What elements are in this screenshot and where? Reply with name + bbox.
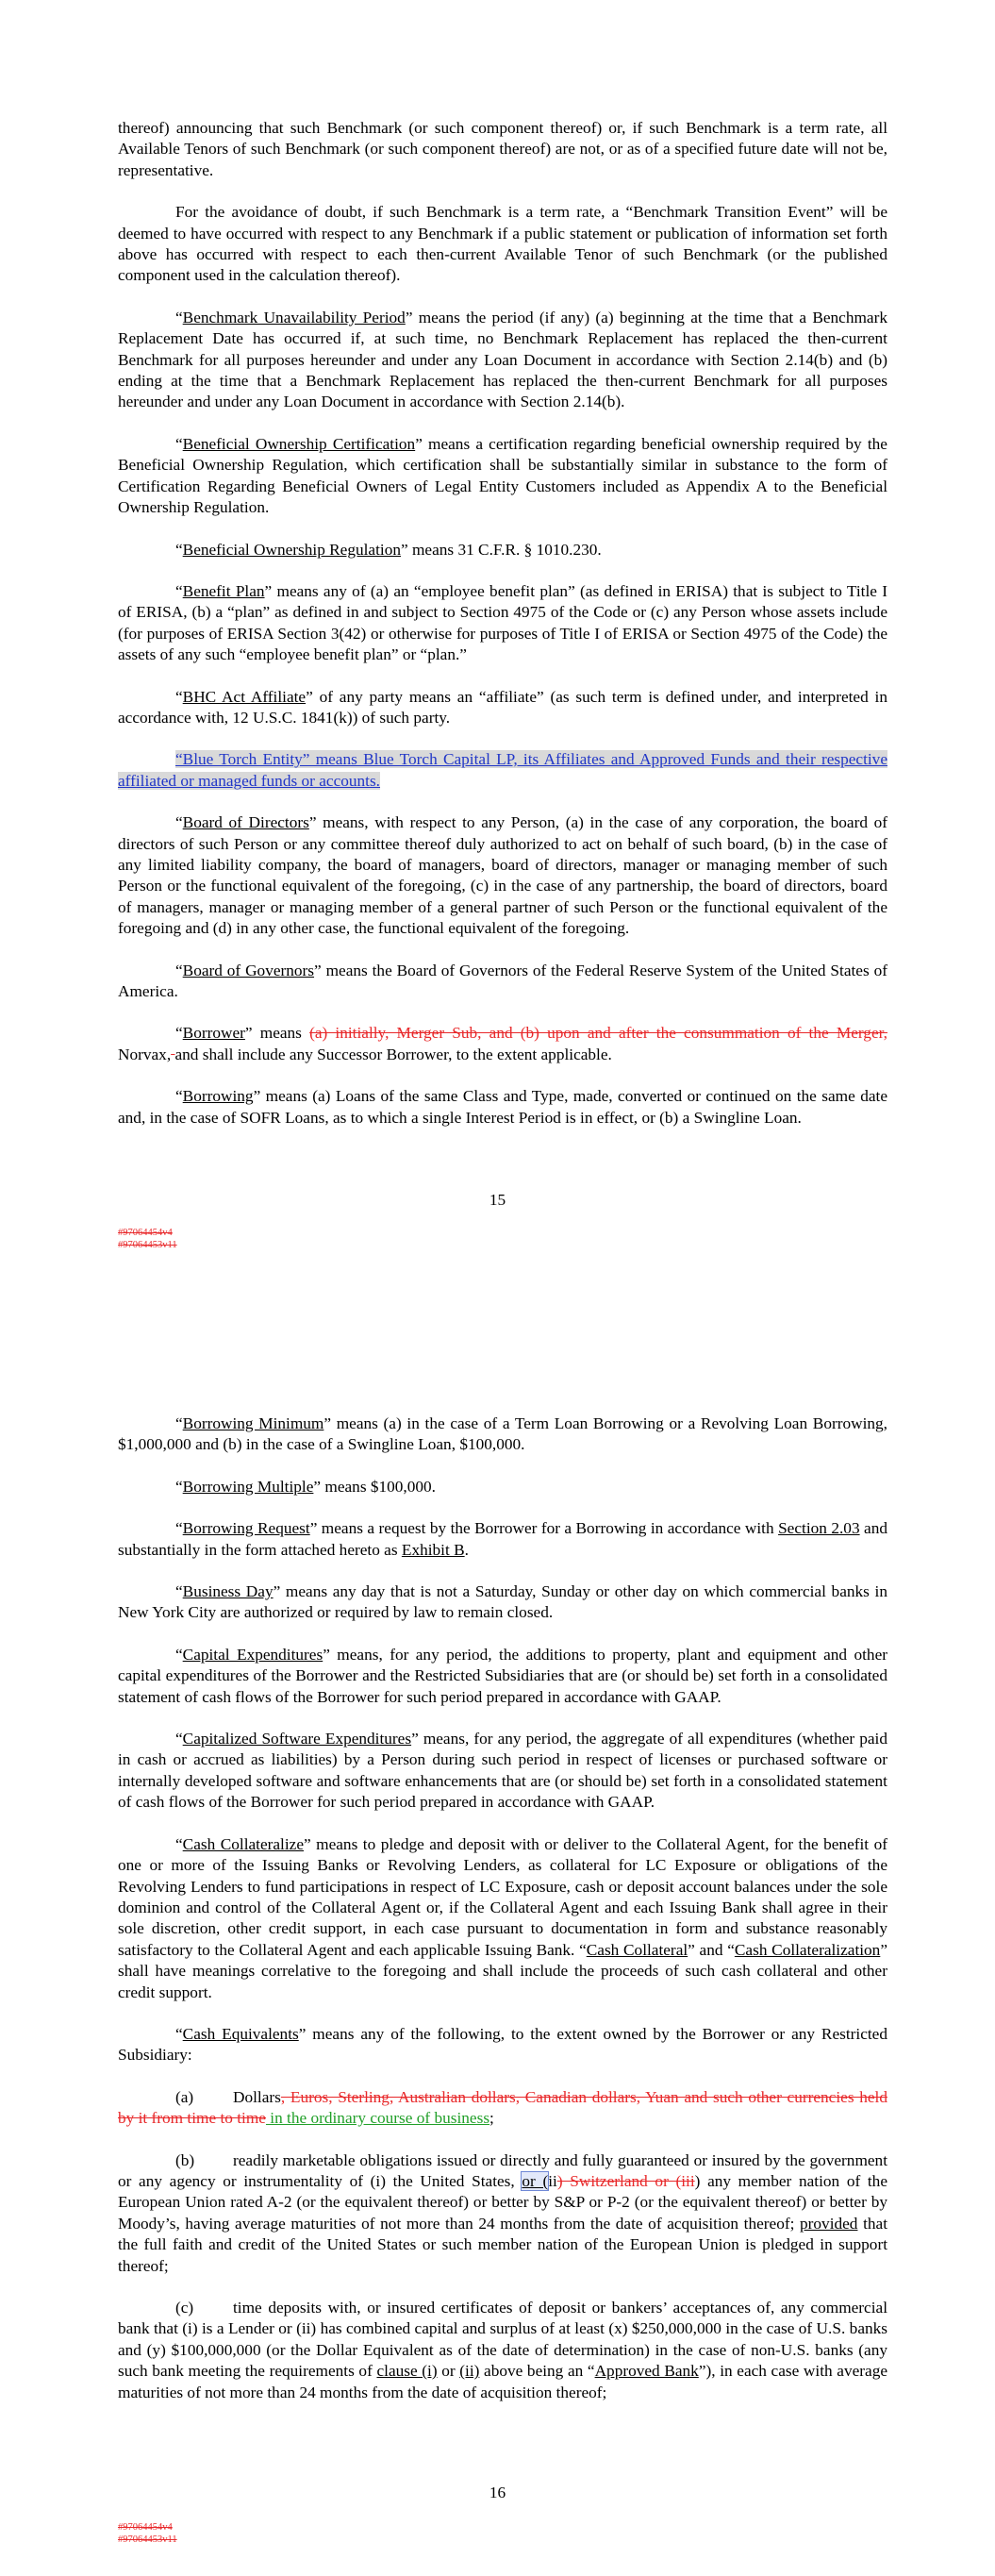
clause-label: (c) (175, 2299, 194, 2317)
deleted-text: , Euros, Sterling, Australian dollars, Canadian dollars, Yuan and such other currencies held by it from time to time (118, 2087, 887, 2128)
clause-text: ii (548, 2171, 557, 2190)
definition-text: ” means any of the following, to the extent owned by the Borrower or any Restricted Subsidiary: (118, 2024, 887, 2065)
document-page-16 (0, 1368, 995, 2576)
definition-capital-expenditures: “Capital Expenditures” means, for any period, the additions to property, plant and equipment and other capital expenditures of the Borrower and the Restricted Subsidiaries that are (or should be) set forth in a consolidated statement of cash flows of the Borrower for such period prepared in accordance with GAAP. (118, 1645, 887, 1706)
defined-term: Beneficial Ownership Regulation (182, 540, 401, 559)
defined-term: BHC Act Affiliate (182, 687, 307, 706)
clause-text: ) any member nation of the European Union rated A-2 (or the equivalent thereof) or better by S&P or P-2 (or the equivalent thereof) or better by Moody’s, having average maturities of not more than 24 months from the date of acquisition thereof; (118, 2171, 887, 2233)
benchmark-transition-continuation: thereof) announcing that such Benchmark (or such component thereof) or, if such Benchmark is a term rate, all Available Tenors of such Benchmark (or such component thereof) are not, or as of a specified future date will not be, representative. (118, 119, 887, 179)
definition-borrower: “Borrower” means (a) initially, Merger Sub, and (b) upon and after the consummation of the Merger, Norvax, and shall include any Successor Borrower, to the extent applicable. (118, 1024, 887, 1063)
page-15-body (118, 118, 887, 1149)
definition-benefit-plan: “Benefit Plan” means any of (a) an “employee benefit plan” (as defined in ERISA) that is subject to Title I of ERISA, (b) a “plan” as defined in and subject to Section 4975 of the Code or (c) any Person whose assets include (for purposes of ERISA Section 3(42) or otherwise for purposes of Title I of ERISA or Section 4975 of the Code) the assets of any such “employee benefit plan” or “plan.” (118, 581, 887, 664)
definition-blue-torch-entity-moved (118, 749, 887, 792)
defined-term: Borrowing Minimum (182, 1414, 324, 1432)
definition-text: ” of any party means an “affiliate” (as such term is defined under, and interpreted in accordance with, 12 U.S.C. 1841(k)) of such party. (118, 687, 887, 727)
defined-term: Capitalized Software Expenditures (182, 1730, 412, 1748)
definition-cash-collateralize: “Cash Collateralize” means to pledge and deposit with or deliver to the Collateral Agent, for the benefit of one or more of the Issuing Banks or Revolving Lenders, as collateral for LC Exposure or obligations of the Revolving Lenders to fund participations in respect of LC Exposure, cash or deposit account balances under the sole dominion and control of the Collateral Agent or, if the Collateral Agent and each Issuing Bank shall agree in their sole discretion, other credit support, in each case pursuant to documentation in form and substance reasonably satisfactory to the Collateral Agent and each applicable Issuing Bank. “Cash Collateral” and “Cash Collateralization” shall have meanings correlative to the foregoing and shall include the proceeds of such cash collateral and other credit support. (118, 1834, 887, 2001)
definition-text: ” shall have meanings correlative to the foregoing and shall include the proceeds of such cash collateral and other credit support. (118, 1940, 887, 2001)
definition-bhc-act-affiliate: “BHC Act Affiliate” of any party means an “affiliate” (as such term is defined under, and interpreted in accordance with, 12 U.S.C. 1841(k)) of such party. (118, 687, 887, 727)
inserted-text: in the ordinary course of business (265, 2109, 490, 2128)
clause-reference: clause (i) (376, 2362, 438, 2381)
clause-text: that the full faith and credit of the United States or such member nation of the European Union is pledged in support thereof; (118, 2214, 887, 2275)
definition-text: ” means 31 C.F.R. § 1010.230. (401, 540, 602, 559)
deleted-text: ) Switzerland or (iii (556, 2171, 695, 2190)
avoidance-of-doubt-paragraph: For the avoidance of doubt, if such Benchmark is a term rate, a “Benchmark Transition Event” will be deemed to have occurred with respect to any Benchmark if a public statement or publication of information set forth above has occurred with respect to each then-current Available Tenor of such Benchmark (or the published component used in the calculation thereof). (118, 203, 887, 285)
defined-term: Board of Governors (182, 961, 315, 979)
page-number: 15 (489, 1191, 506, 1209)
page-number: 16 (489, 2484, 506, 2501)
definition-text: ” means, with respect to any Person, (a) in the case of any corporation, the board of directors of such Person or any committee thereof duly authorized to act on behalf of such board, (b) in the case of any limited liability company, the board of managers, board of directors, manager or managing member of such Person or the functional equivalent of the foregoing, (c) in the case of any partnership, the board of directors, board of managers, manager or managing member of a general partner of such Person or the functional equivalent of the foregoing and (d) in any other case, the functional equivalent of the foregoing. (118, 813, 887, 938)
cash-equivalents-clause-b (118, 2150, 887, 2277)
definition-borrowing-multiple: “Borrowing Multiple” means $100,000. (175, 1477, 436, 1496)
footer-doc-id: #97064453v11 (118, 1240, 177, 1250)
definition-text: ” means (a) in the case of a Term Loan Borrowing or a Revolving Loan Borrowing, $1,000,000 and (b) in the case of a Swingline Loan, $100,000. (118, 1414, 887, 1454)
definition-text: ” means, for any period, the additions to property, plant and equipment and other capital expenditures of the Borrower and the Restricted Subsidiaries that are (or should be) set forth in a consolidated statement of cash flows of the Borrower for such period prepared in accordance with GAAP. (118, 1645, 887, 1706)
clause-text: Dollars (233, 2087, 281, 2106)
defined-term: Benchmark Unavailability Period (182, 308, 406, 326)
borrower-name: Norvax, (118, 1045, 172, 1063)
cash-equivalents-clause-a (118, 2087, 887, 2130)
deleted-text: (a) initially, Merger Sub, and (b) upon and after the consummation of the Merger, (309, 1024, 887, 1043)
moved-text: “Blue Torch Entity” means Blue Torch Capital LP, its Affiliates and Approved Funds and their respective affiliated or managed funds or accounts. (118, 750, 887, 790)
change-marker: or ( (522, 2171, 549, 2190)
definition-text: ” means the period (if any) (a) beginning at the time that a Benchmark Replacement Date has occurred if, at such time, no Benchmark Replacement has replaced the then-current Benchmark for all purposes hereunder and under any Loan Document in accordance with Section 2.14(b) and (b) ending at the time that a Benchmark Replacement has replaced the then-current Benchmark for all purposes hereunder and under any Loan Document in accordance with Section 2.14(b). (118, 308, 887, 411)
proviso-term: provided (800, 2214, 858, 2233)
definition-board-of-directors: “Board of Directors” means, with respect to any Person, (a) in the case of any corporation, the board of directors of such Person or any committee thereof duly authorized to act on behalf of such board, (b) in the case of any limited liability company, the board of managers, board of directors, manager or managing member of such Person or the functional equivalent of the foregoing, (c) in the case of any partnership, the board of directors, board of managers, manager or managing member of a general partner of such Person or the functional equivalent of the foregoing and (d) in any other case, the functional equivalent of the foregoing. (118, 813, 887, 938)
clause-text: readily marketable obligations issued or directly and fully guaranteed or insured by the government or any agency or instrumentality of (i) the United States, (118, 2150, 887, 2190)
clause-label: (a) (175, 2087, 194, 2106)
defined-term: Cash Collateralize (182, 1834, 304, 1853)
definition-borrowing: “Borrowing” means (a) Loans of the same Class and Type, made, converted or continued on the same date and, in the case of SOFR Loans, as to which a single Interest Period is in effect, or (b) a Swingline Loan. (118, 1087, 887, 1127)
clause-label: (b) (175, 2150, 195, 2169)
defined-term: Business Day (182, 1582, 274, 1601)
definition-beneficial-ownership-regulation: “Beneficial Ownership Regulation” means 31 C.F.R. § 1010.230. (175, 540, 602, 559)
defined-term: Cash Equivalents (182, 2024, 299, 2043)
definition-text: ” means (244, 1024, 310, 1043)
definition-text: ” means any of (a) an “employee benefit plan” (as defined in ERISA) that is subject to Title I of ERISA, (b) a “plan” as defined in and subject to Section 4975 of the Code or (c) any Person whose assets include (for purposes of ERISA Section 3(42) or otherwise for purposes of Title I of ERISA or Section 4975 of the Code) the assets of any such “employee benefit plan” or “plan.” (118, 581, 887, 664)
definition-text: ” means $100,000. (313, 1477, 436, 1496)
clause-text: above being an “ (479, 2362, 595, 2381)
definition-text: ” and “ (688, 1940, 735, 1959)
defined-term: Borrower (182, 1024, 245, 1043)
defined-term: Cash Collateral (586, 1940, 688, 1959)
defined-term: Benefit Plan (182, 581, 265, 600)
definition-borrowing-minimum: “Borrowing Minimum” means (a) in the case of a Term Loan Borrowing or a Revolving Loan Borrowing, $1,000,000 and (b) in the case of a Swingline Loan, $100,000. (118, 1414, 887, 1454)
section-reference: Section 2.03 (778, 1519, 860, 1538)
definition-borrowing-request: “Borrowing Request” means a request by the Borrower for a Borrowing in accordance with Section 2.03 and substantially in the form attached hereto as Exhibit B. (118, 1519, 887, 1559)
clause-text: or (437, 2362, 460, 2381)
clause-text: ; (489, 2109, 494, 2128)
defined-term: Beneficial Ownership Certification (182, 434, 416, 453)
clause-text: time deposits with, or insured certificates of deposit or bankers’ acceptances of, any commercial bank that (i) is a Lender or (ii) has combined capital and surplus of at least (x) $250,000,000 in the case of U.S. banks and (y) $100,000,000 (or the Dollar Equivalent as of the date of determination) in the case of non-U.S. banks (any such bank meeting the requirements of (118, 2299, 887, 2381)
definition-text: ” means (a) Loans of the same Class and Type, made, converted or continued on the same date and, in the case of SOFR Loans, as to which a single Interest Period is in effect, or (b) a Swingline Loan. (118, 1087, 887, 1127)
document-footer (118, 2521, 177, 2546)
defined-term: Cash Collateralization (734, 1940, 881, 1959)
definition-text: ” means a certification regarding beneficial ownership required by the Beneficial Ownership Regulation, which certification shall be substantially similar in substance to the form of Certification Regarding Beneficial Owners of Legal Entity Customers included as Appendix A to the Beneficial Ownership Regulation. (118, 434, 887, 517)
page-16-body (118, 1413, 887, 2424)
definition-capitalized-software-expenditures: “Capitalized Software Expenditures” means, for any period, the aggregate of all expenditures (whether paid in cash or accrued as liabilities) by a Person during such period in respect of licenses or purchased software or internally developed software and software enhancements that are (or should be) set forth in a consolidated statement of cash flows of the Borrower for such period prepared in accordance with GAAP. (118, 1730, 887, 1812)
definition-beneficial-ownership-certification: “Beneficial Ownership Certification” means a certification regarding beneficial ownership required by the Beneficial Ownership Regulation, which certification shall be substantially similar in substance to the form of Certification Regarding Beneficial Owners of Legal Entity Customers included as Appendix A to the Beneficial Ownership Regulation. (118, 434, 887, 517)
footer-doc-id: #97064453v11 (118, 2534, 177, 2545)
document-footer (118, 1227, 177, 1251)
defined-term: Approved Bank (594, 2362, 699, 2381)
definition-text: ” means any day that is not a Saturday, Sunday or other day on which commercial banks in New York City are authorized or required by law to remain closed. (118, 1582, 887, 1622)
definition-text: ” means a request by the Borrower for a Borrowing in accordance with (309, 1519, 779, 1538)
footer-doc-id: #97064454v4 (118, 2522, 173, 2533)
definition-text: ” means to pledge and deposit with or deliver to the Collateral Agent, for the benefit of one or more of the Issuing Banks or Revolving Lenders, as collateral for LC Exposure or obligations of the Revolving Lenders to fund participations in respect of LC Exposure, cash or deposit account balances under the sole dominion and control of the Collateral Agent or, if the Collateral Agent and each Issuing Bank shall agree in their sole discretion, other credit support, in each case pursuant to documentation in form and substance reasonably satisfactory to the Collateral Agent and each applicable Issuing Bank. “ (118, 1834, 887, 1959)
definition-cash-equivalents: “Cash Equivalents” means any of the following, to the extent owned by the Borrower or any Restricted Subsidiary: (118, 2024, 887, 2065)
definition-text: ” means the Board of Governors of the Federal Reserve System of the United States of America. (118, 961, 887, 1000)
defined-term: Borrowing (182, 1087, 254, 1106)
definition-text: . (464, 1540, 469, 1559)
definition-text: and shall include any Successor Borrower, to the extent applicable. (174, 1045, 612, 1063)
definition-business-day: “Business Day” means any day that is not a Saturday, Sunday or other day on which commercial banks in New York City are authorized or required by law to remain closed. (118, 1582, 887, 1622)
definition-board-of-governors: “Board of Governors” means the Board of Governors of the Federal Reserve System of the United States of America. (118, 961, 887, 1000)
definition-benchmark-unavailability-period: “Benchmark Unavailability Period” means the period (if any) (a) beginning at the time that a Benchmark Replacement Date has occurred if, at such time, no Benchmark Replacement has replaced the then-current Benchmark for all purposes hereunder and under any Loan Document in accordance with Section 2.14(b) and (b) ending at the time that a Benchmark Replacement has replaced the then-current Benchmark for all purposes hereunder and under any Loan Document in accordance with Section 2.14(b). (118, 308, 887, 411)
defined-term: Borrowing Multiple (182, 1477, 314, 1496)
clause-reference: (ii) (459, 2362, 480, 2381)
definition-text: ” means, for any period, the aggregate of all expenditures (whether paid in cash or accrued as liabilities) by a Person during such period in respect of licenses or purchased software or internally developed software and software enhancements that are (or should be) set forth in a consolidated statement of cash flows of the Borrower for such period prepared in accordance with GAAP. (118, 1730, 887, 1812)
footer-doc-id: #97064454v4 (118, 1228, 173, 1238)
cash-equivalents-clause-c (118, 2298, 887, 2403)
definition-text: and substantially in the form attached hereto as (118, 1519, 887, 1559)
defined-term: Borrowing Request (182, 1519, 310, 1538)
clause-text: ”), in each case with average maturities of not more than 24 months from the date of acquisition thereof; (118, 2362, 887, 2401)
defined-term: Capital Expenditures (182, 1645, 323, 1664)
exhibit-reference: Exhibit B (401, 1540, 465, 1559)
defined-term: Board of Directors (182, 813, 309, 832)
